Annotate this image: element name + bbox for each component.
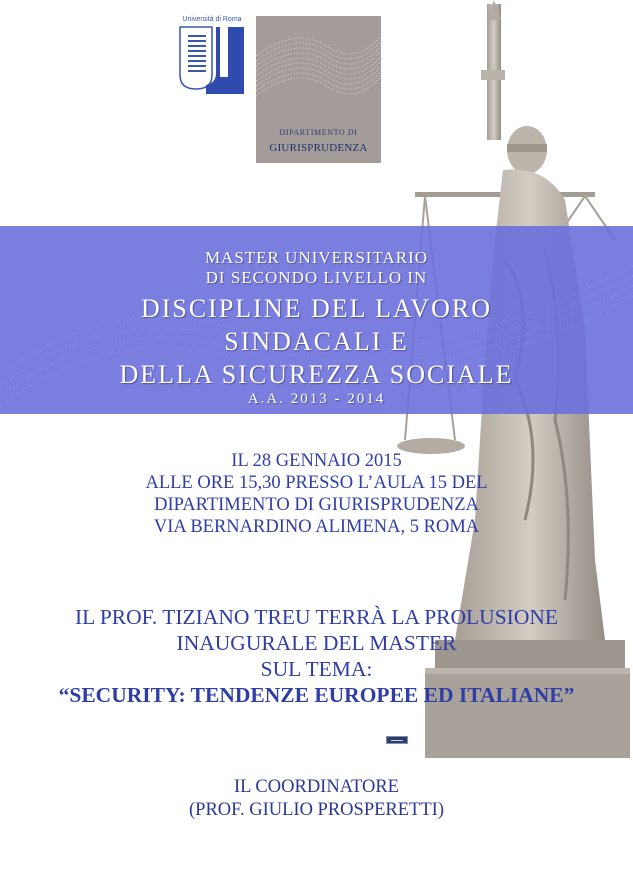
talk-line-1: IL PROF. TIZIANO TREU TERRÀ LA PROLUSIONE (74, 605, 559, 629)
university-shield-icon (178, 25, 246, 94)
talk-line-3: SUL TEMA: (260, 657, 373, 681)
banner-line-2: DI SECONDO LIVELLO IN (205, 268, 428, 287)
banner-title-line-3: DELLA SICUREZZA SOCIALE (119, 360, 514, 389)
coordinator-name: (PROF. GIULIO PROSPERETTI) (189, 800, 444, 820)
banner-title-line-1: DISCIPLINE DEL LAVORO (140, 294, 493, 323)
university-name-bottom: Tor Vergata (210, 100, 246, 107)
university-logo (178, 16, 246, 107)
banner-title-line-2: SINDACALI E (224, 327, 409, 356)
event-department: DIPARTIMENTO DI GIURISPRUDENZA (154, 495, 479, 515)
department-name: GIURISPRUDENZA (269, 142, 368, 154)
department-label: DIPARTIMENTO DI (279, 128, 358, 137)
university-name-top: Università di Roma (182, 16, 242, 23)
department-logo (256, 16, 381, 163)
event-address: VIA BERNARDINO ALIMENA, 5 ROMA (153, 517, 480, 537)
department-wave-icon (256, 16, 381, 163)
event-time-room: ALLE ORE 15,30 PRESSO L’AULA 15 DEL (145, 473, 488, 493)
talk-title: “SECURITY: TENDENZE EUROPEE ED ITALIANE” (58, 683, 575, 707)
minimize-bar-icon[interactable] (386, 736, 408, 744)
academic-year: A.A. 2013 - 2014 (247, 391, 386, 407)
banner-line-1: MASTER UNIVERSITARIO (204, 248, 429, 267)
coordinator-role: IL COORDINATORE (234, 777, 399, 797)
event-date: IL 28 GENNAIO 2015 (231, 451, 402, 471)
talk-line-2: INAUGURALE DEL MASTER (176, 631, 457, 655)
title-banner (0, 226, 633, 414)
